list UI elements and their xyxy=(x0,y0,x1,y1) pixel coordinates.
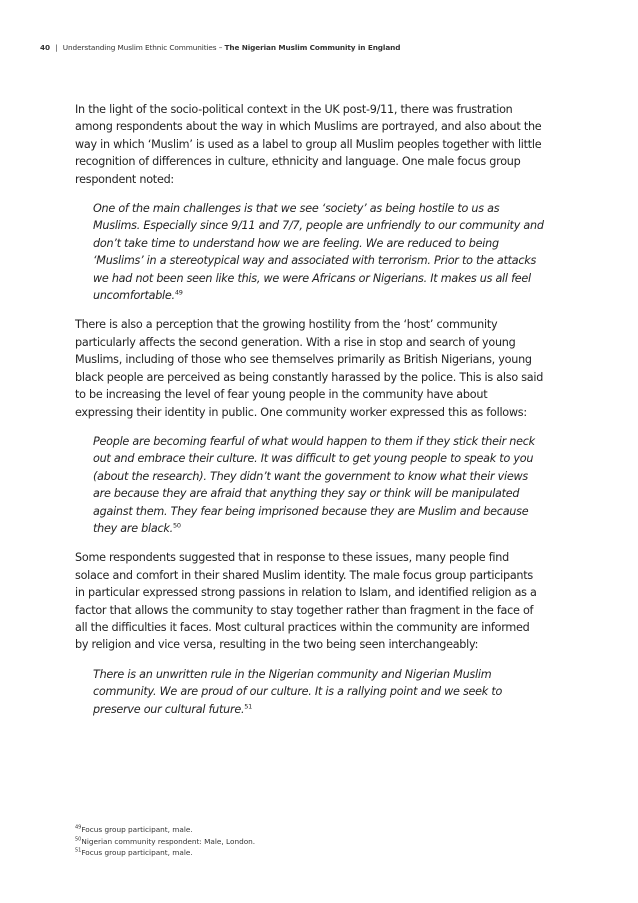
quote-text: There is an unwritten rule in the Nigerian community and Nigerian Muslim community. We are proud of our culture. It is a rallying point and we seek to preserve our cultural future. xyxy=(93,667,503,716)
paragraph: Some respondents suggested that in response to these issues, many people find solace and comfort in their shared Muslim identity. The male focus group participants in particular expressed strong passions in relation to Islam, and identified religion as a factor that allows the community to stay together rather than fragment in the face of all the difficulties it faces. Most cultural practices within the community are informed by religion and vice versa, resulting in the two being seen interchangeably: xyxy=(75,551,537,652)
paragraph: In the light of the socio-political context in the UK post-9/11, there was frustration among respondents about the way in which Muslims are portrayed, and also about the way in which ‘Muslim’ is used as a label to group all Muslim peoples together with little recognition of differences in culture, ethnicity and language. One male focus group respondent noted: xyxy=(75,103,542,186)
block-quote xyxy=(93,433,545,537)
footnote-text: Focus group participant, male. xyxy=(81,825,193,834)
header-separator: | xyxy=(55,43,58,52)
body-text xyxy=(75,101,545,718)
footnote-ref: 51 xyxy=(244,701,253,710)
block-quote xyxy=(93,666,545,718)
footnote xyxy=(75,824,545,836)
header-series: Understanding Muslim Ethnic Communities – xyxy=(62,43,223,52)
footnote-number: 49 xyxy=(75,824,82,831)
running-header xyxy=(40,43,600,52)
quote-text: One of the main challenges is that we see ‘society’ as being hostile to us as Muslims. Especially since 9/11 and 7/7, people are unfriendly to our community and don’t take time to understand how we are feeling. We are reduced to being ‘Muslims’ in a stereotypical way and associated with terrorism. Prior to the attacks we had not been seen like this, we were Africans or Nigerians. It makes us all feel uncomfortable. xyxy=(93,202,544,303)
header-topic: The Nigerian Muslim Community in England xyxy=(224,43,401,52)
footnote-text: Focus group participant, male. xyxy=(81,848,193,858)
footnote-ref: 50 xyxy=(172,521,181,530)
footnotes xyxy=(75,824,545,859)
footnote-number: 51 xyxy=(75,847,82,854)
footnote-text: Nigerian community respondent: Male, London. xyxy=(81,836,256,846)
footnote-number: 50 xyxy=(75,836,82,843)
paragraph: There is also a perception that the growing hostility from the ‘host’ community particularly affects the second generation. With a rise in stop and search of young Muslims, including of those who see themselves primarily as British Nigerians, young black people are perceived as being constantly harassed by the police. This is also said to be increasing the level of fear young people in the community have about expressing their identity in public. One community worker expressed this as follows: xyxy=(75,318,544,419)
block-quote xyxy=(93,200,545,304)
quote-text: People are becoming fearful of what would happen to them if they stick their neck out and embrace their culture. It was difficult to get young people to speak to you (about the research). They didn’t want the government to know what their views are because they are afraid that anything they say or think will be manipulated against them. They fear being imprisoned because they are Muslim and because they are black. xyxy=(93,434,535,535)
footnote xyxy=(75,847,545,859)
footnote xyxy=(75,836,545,848)
page-number: 40 xyxy=(40,43,50,52)
footnote-ref: 49 xyxy=(174,288,183,297)
